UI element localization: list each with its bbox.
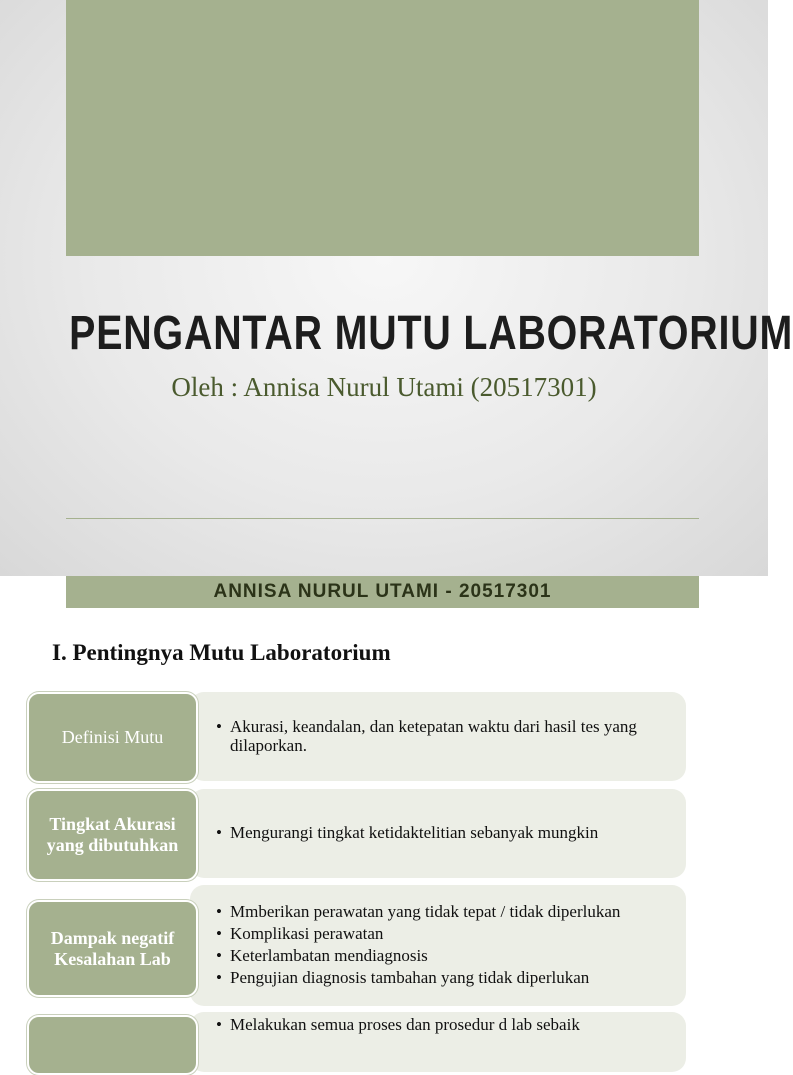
row-detail-panel: [190, 692, 686, 781]
bullet-list: [214, 716, 686, 758]
row-detail-panel: [190, 885, 686, 1006]
slide-subtitle: Oleh : Annisa Nurul Utami (20517301): [171, 372, 597, 402]
bullet-item: • Mengurangi tingkat ketidaktelitian sebanyak mungkin: [214, 823, 686, 842]
row-label: Dampak negatif Kesalahan Lab: [27, 900, 198, 997]
divider-line: [66, 518, 699, 519]
author-banner-text: ANNISA NURUL UTAMI - 20517301: [213, 581, 552, 602]
slide-title: PENGANTAR MUTU LABORATORIUM: [69, 307, 793, 360]
bullet-list: [214, 901, 686, 990]
content-slide: [0, 576, 768, 1034]
row-detail-panel: [190, 789, 686, 878]
bullet-list: [214, 822, 686, 845]
bullet-list: [214, 1014, 686, 1037]
author-banner: [66, 576, 699, 608]
bullet-item: • Pengujian diagnosis tambahan yang tidak diperlukan: [214, 968, 686, 987]
section-heading: I. Pentingnya Mutu Laboratorium: [52, 640, 391, 665]
row-detail-panel: [190, 1012, 686, 1072]
title-slide-color-block: [66, 0, 699, 256]
bullet-item: • Akurasi, keandalan, dan ketepatan waktu dari hasil tes yang dilaporkan.: [214, 717, 686, 755]
bullet-item: • Komplikasi perawatan: [214, 924, 686, 943]
bullet-item: • Melakukan semua proses dan prosedur d lab sebaik: [214, 1015, 686, 1034]
bullet-item: • Keterlambatan mendiagnosis: [214, 946, 686, 965]
row-label: [27, 1015, 198, 1075]
bullet-item: • Mmberikan perawatan yang tidak tepat / tidak diperlukan: [214, 902, 686, 921]
row-label: Tingkat Akurasi yang dibutuhkan: [27, 789, 198, 881]
row-label: Definisi Mutu: [27, 692, 198, 783]
